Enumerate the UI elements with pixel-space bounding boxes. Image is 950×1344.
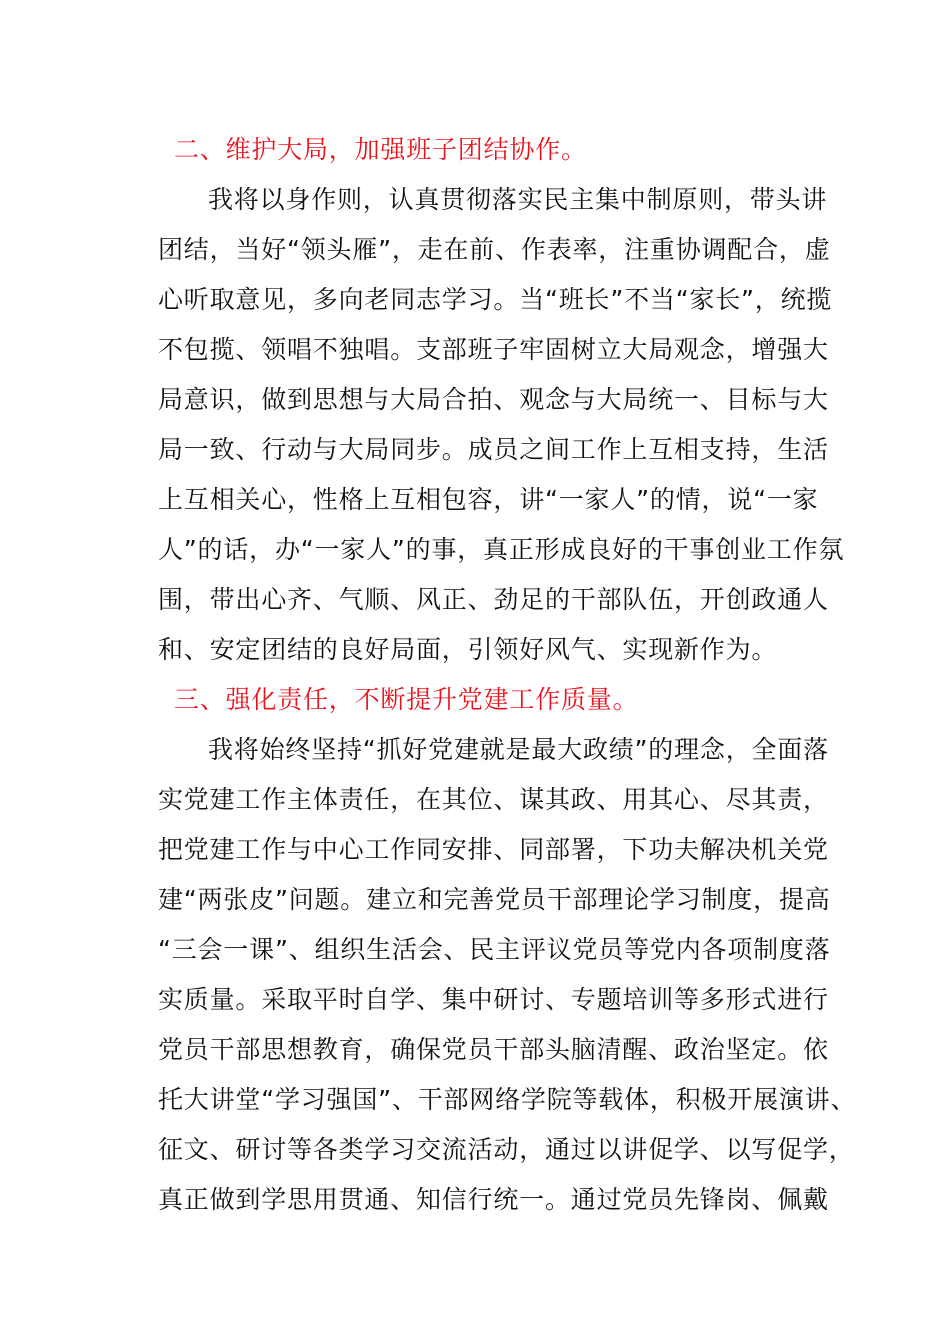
paragraph-line: 心听取意见，多向老同志学习。当“班长”不当“家长”，统揽 <box>158 285 833 314</box>
paragraph-line: 团结，当好“领头雁”，走在前、作表率，注重协调配合，虚 <box>158 235 831 264</box>
paragraph-line: 局意识，做到思想与大局合拍、观念与大局统一、目标与大 <box>158 385 829 414</box>
paragraph-line: 围，带出心齐、气顺、风正、劲足的干部队伍，开创政通人 <box>158 585 829 614</box>
paragraph-line: 和、安定团结的良好局面，引领好风气、实现新作为。 <box>158 635 778 664</box>
paragraph-line: “三会一课”、组织生活会、民主评议党员等党内各项制度落 <box>158 935 831 964</box>
paragraph-line: 征文、研讨等各类学习交流活动，通过以讲促学、以写促学， <box>158 1135 855 1164</box>
paragraph-line: 人”的话，办“一家人”的事，真正形成良好的干事创业工作氛 <box>158 535 845 564</box>
paragraph-line: 把党建工作与中心工作同安排、同部署，下功夫解决机关党 <box>158 835 829 864</box>
paragraph-line: 实质量。采取平时自学、集中研讨、专题培训等多形式进行 <box>158 985 829 1014</box>
paragraph-line: 实党建工作主体责任，在其位、谋其政、用其心、尽其责， <box>158 785 829 814</box>
paragraph-line: 真正做到学思用贯通、知信行统一。通过党员先锋岗、佩戴 <box>158 1185 829 1214</box>
section-heading-2: 二、维护大局，加强班子团结协作。 <box>174 135 587 164</box>
paragraph-line: 不包揽、领唱不独唱。支部班子牢固树立大局观念，增强大 <box>158 335 829 364</box>
section-heading-3: 三、强化责任，不断提升党建工作质量。 <box>174 685 639 714</box>
paragraph-line: 我将以身作则，认真贯彻落实民主集中制原则，带头讲 <box>208 185 828 214</box>
paragraph-line: 托大讲堂“学习强国”、干部网络学院等载体，积极开展演讲、 <box>158 1085 857 1114</box>
paragraph-line: 上互相关心，性格上互相包容，讲“一家人”的情，说“一家 <box>158 485 819 514</box>
paragraph-line: 党员干部思想教育，确保党员干部头脑清醒、政治坚定。依 <box>158 1035 829 1064</box>
paragraph-line: 我将始终坚持“抓好党建就是最大政绩”的理念，全面落 <box>208 735 829 764</box>
paragraph-line: 建“两张皮”问题。建立和完善党员干部理论学习制度，提高 <box>158 885 831 914</box>
paragraph-line: 局一致、行动与大局同步。成员之间工作上互相支持，生活 <box>158 435 829 464</box>
